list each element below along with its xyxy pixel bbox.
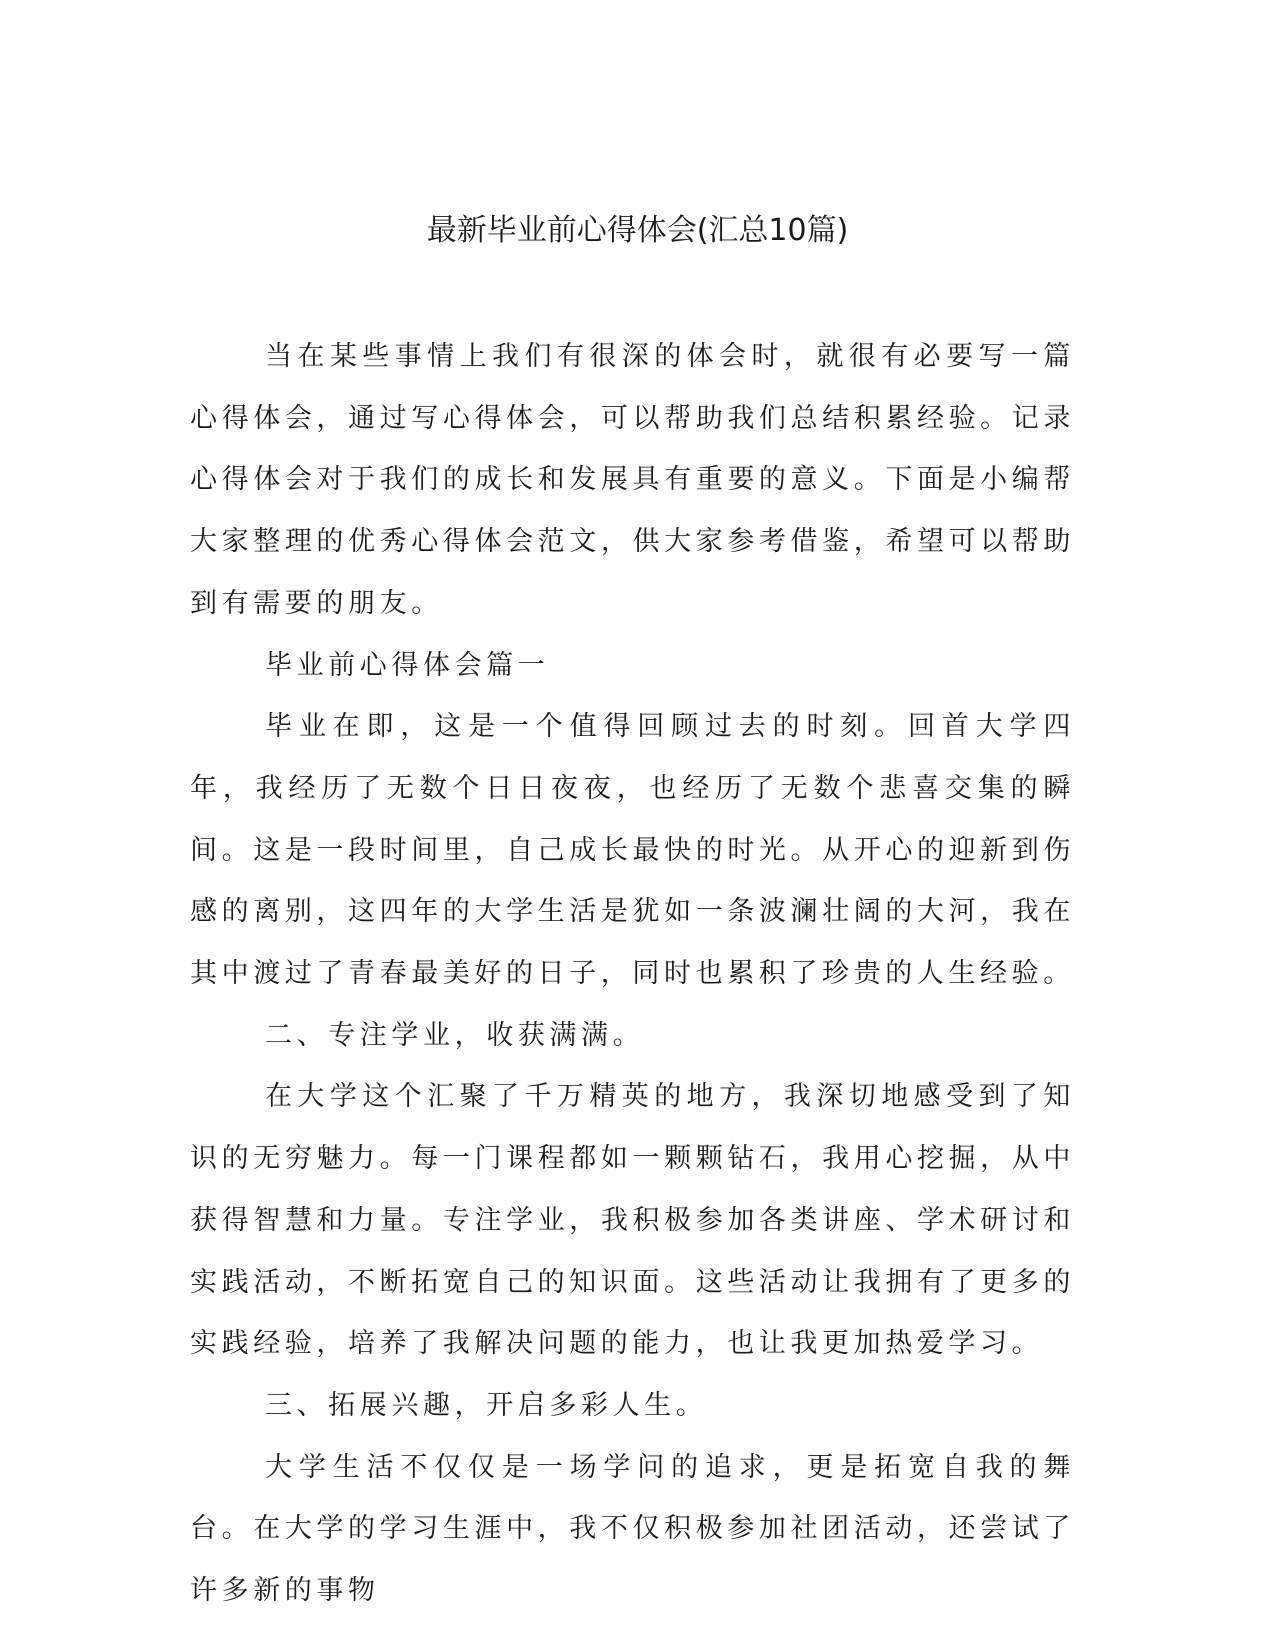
section-heading: 二、专注学业，收获满满。 — [265, 1019, 645, 1051]
document-title: 最新毕业前心得体会(汇总10篇) — [426, 213, 849, 248]
body-paragraph: 大学生活不仅仅是一场学问的追求，更是拓宽自我的舞台。在大学的学习生涯中，我不仅积极参加社团活动，还尝试了许多新的事物 — [190, 1451, 1075, 1607]
intro-paragraph: 当在某些事情上我们有很深的体会时，就很有必要写一篇心得体会，通过写心得体会，可以帮助我们总结积累经验。记录心得体会对于我们的成长和发展具有重要的意义。下面是小编帮大家整理的优秀心得体会范文，供大家参考借鉴，希望可以帮助到有需要的朋友。 — [190, 341, 1075, 619]
body-paragraph: 在大学这个汇聚了千万精英的地方，我深切地感受到了知识的无穷魅力。每一门课程都如一颗颗钻石，我用心挖掘，从中获得智慧和力量。专注学业，我积极参加各类讲座、学术研讨和实践活动，不断拓宽自己的知识面。这些活动让我拥有了更多的实践经验，培养了我解决问题的能力，也让我更加热爱学习。 — [190, 1081, 1075, 1360]
document-body — [190, 326, 1075, 1622]
section-heading-part-one: 毕业前心得体会篇一 — [265, 649, 550, 681]
body-paragraph: 毕业在即，这是一个值得回顾过去的时刻。回首大学四年，我经历了无数个日日夜夜，也经历了无数个悲喜交集的瞬间。这是一段时间里，自己成长最快的时光。从开心的迎新到伤感的离别，这四年的大学生活是犹如一条波澜壮阔的大河，我在其中渡过了青春最美好的日子，同时也累积了珍贵的人生经验。 — [190, 711, 1075, 990]
section-heading: 三、拓展兴趣，开启多彩人生。 — [265, 1389, 708, 1421]
